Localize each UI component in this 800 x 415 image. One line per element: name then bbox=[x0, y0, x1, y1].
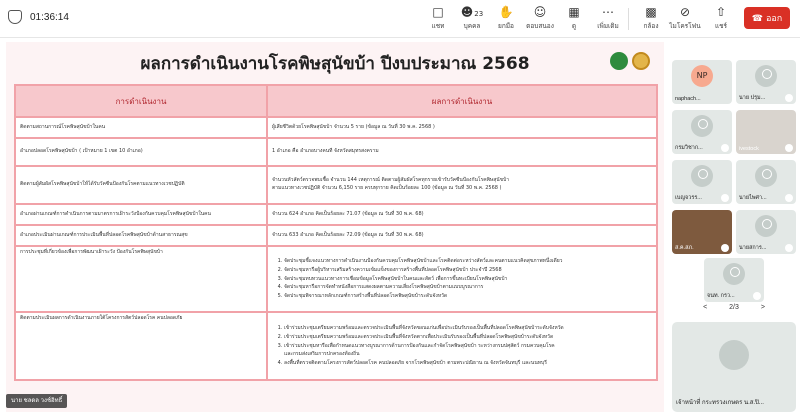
avatar bbox=[723, 263, 745, 285]
camera-button[interactable]: ▩ กล้อง bbox=[634, 4, 668, 34]
prev-page-button[interactable]: < bbox=[703, 304, 708, 311]
avatar bbox=[691, 165, 713, 187]
mic-off-icon bbox=[721, 194, 729, 202]
header-operation: การดำเนินงาน bbox=[15, 85, 267, 117]
participant-tile[interactable]: นายสการ... bbox=[736, 210, 796, 254]
results-table bbox=[14, 84, 658, 381]
avatar: NP bbox=[691, 65, 713, 87]
participant-tile[interactable]: ส.ค.สภ. bbox=[672, 210, 732, 254]
ministry-logo-icon bbox=[610, 52, 628, 70]
list-item: 1. เข้าร่วมประชุมเตรียมความพร้อมและตรวจประเมินพื้นที่จังหวัดขอนแก่นเพื่อประเมินรับรองเป็นพื้นที่ปลอดโรคพิษสุนัขบ้าระดับจังหวัด bbox=[284, 324, 652, 333]
share-icon: ⇧ bbox=[715, 5, 727, 19]
next-page-button[interactable]: > bbox=[760, 304, 765, 311]
raise-hand-icon: ✋ bbox=[498, 5, 514, 19]
participant-tile[interactable]: นายไพศา... bbox=[736, 160, 796, 204]
reaction-button[interactable]: ☺ ตอบสนอง bbox=[523, 4, 557, 34]
view-button[interactable]: ▦ ดู bbox=[557, 4, 591, 34]
participant-tile[interactable]: เบญจวรร... bbox=[672, 160, 732, 204]
meeting-info bbox=[8, 10, 69, 24]
avatar bbox=[755, 165, 777, 187]
chat-button[interactable]: □ แชท bbox=[421, 4, 455, 34]
mic-off-icon bbox=[785, 194, 793, 202]
participant-tile[interactable]: นาย ปรุม... bbox=[736, 60, 796, 104]
table-row: ติดตามผู้สัมผัสโรคพิษสุนัขบ้าให้ได้รับวัคซีนป้องกันโรคตามแนวทางเวชปฏิบัติ จำนวนหัวสัตว์ตรวจพบเชื้อ จำนวน 144 เหตุการณ์ ติดตามผู้สัมผัสโรคทุกรายเข้ารับวัคซีนป้องกันโรคพิษสุนัขบ้า ตามแนวทางเวชปฏิบัติ จำนวน 6,150 ราย ครบทุกราย คิดเป็นร้อยละ 100 (ข้อมูล ณ วันที่ 30 พ.ค. 2568 ) bbox=[15, 166, 657, 204]
share-button[interactable]: ⇧ แชร์ bbox=[704, 4, 738, 34]
table-header-row bbox=[15, 85, 657, 117]
avatar bbox=[719, 340, 749, 370]
table-row: อำเภอประเมินผ่านเกณฑ์การประเมินพื้นที่ปลอดโรคพิษสุนัขบ้าด้านสาธารณสุข จำนวน 633 อำเภอ คิดเป็นร้อยละ 72.09 (ข้อมูล ณ วันที่ 30 พ.ค. 68) bbox=[15, 225, 657, 246]
table-row: การประชุมที่เกี่ยวข้องเพื่อการพัฒนาเฝ้าระวัง ป้องกันโรคพิษสุนัขบ้า 1. จัดประชุมชี้แจงแนวทางการดำเนินงานป้องกันควบคุมโรคพิษสุนัขบ้าและโรคติดต่อระหว่างสัตว์และคนตามแนวคิดสุขภาพหนึ่งเดียว 2. จัดประชุมหารือผู้บริหารเสริมสร้างความเข้มแข็งของการสร้างพื้นที่ปลอดโรคพิษสุนัขบ้า ประจำปี 2568 3. จัดประชุมทบทวนแนวทางการเชื่อมข้อมูลโรคพิษสุนัขบ้าในคนและสัตว์ เพื่อการขึ้นทะเบียนโรคพิษสุนัขบ้า 4. จัดประชุมหารือการจัดทำหนังสือการแสดงผลตามความเสี่ยงโรคพิษสุนัขบ้าตามแบบบูรณาการ 5. จัดประชุมพิจารณาหลักเกณฑ์การสร้างพื้นที่ปลอดโรคพิษสุนัขบ้าระดับจังหวัด bbox=[15, 246, 657, 312]
mic-off-icon bbox=[785, 144, 793, 152]
avatar bbox=[691, 115, 713, 137]
list-item: 4. ลงพื้นที่ตรวจติดตามโครงการสัตว์ปลอดโรค คนปลอดภัย จากโรคพิษสุนัขบ้า ตามพระปณิธาน ณ จังหวัดจันทบุรี และนนทบุรี bbox=[284, 359, 652, 368]
shared-screen bbox=[0, 38, 668, 415]
royal-emblem-icon bbox=[632, 52, 650, 70]
list-item: 2. เข้าร่วมประชุมเตรียมความพร้อมและตรวจประเมินพื้นที่จังหวัดตากเพื่อประเมินรับรองเป็นพื้นที่ปลอดโรคพิษสุนัขบ้าระดับจังหวัด bbox=[284, 333, 652, 342]
mic-button[interactable]: ⊘ ไมโครโฟน bbox=[669, 5, 701, 30]
list-item: 3. เข้าร่วมประชุมหารือเพื่อกำหนดแนวทางบูรณาการด้านการป้องกันและกำจัดโรคพิษสุนัขบ้า ระหว่างกรมปศุสัตว์ กรมควบคุมโรค และกรมส่งเสริมการปกครองท้องถิ่น bbox=[284, 342, 652, 360]
leave-button[interactable]: ☎ ออก bbox=[744, 7, 790, 29]
list-item: 5. จัดประชุมพิจารณาหลักเกณฑ์การสร้างพื้นที่ปลอดโรคพิษสุนัขบ้าระดับจังหวัด bbox=[284, 292, 652, 301]
table-row: ติดตามสถานการณ์โรคพิษสุนัขบ้าในคน ผู้เสียชีวิตด้วยโรคพิษสุนัขบ้า จำนวน 5 ราย (ข้อมูล ณ วันที่ 30 พ.ค. 2568 ) bbox=[15, 117, 657, 138]
participant-tile[interactable]: NP naphach... bbox=[672, 60, 732, 104]
slide-title: ผลการดำเนินงานโรคพิษสุนัขบ้า ปีงบประมาณ 2568 bbox=[140, 54, 530, 74]
meeting-toolbar bbox=[0, 0, 800, 38]
participant-tile[interactable]: ivestock bbox=[736, 110, 796, 154]
mic-off-icon bbox=[785, 94, 793, 102]
meeting-timer: 01:36:14 bbox=[30, 11, 69, 23]
view-icon: ▦ bbox=[568, 5, 580, 19]
meetings-list bbox=[284, 257, 652, 301]
header-result: ผลการดำเนินงาน bbox=[267, 85, 657, 117]
list-item: 1. จัดประชุมชี้แจงแนวทางการดำเนินงานป้องกันควบคุมโรคพิษสุนัขบ้าและโรคติดต่อระหว่างสัตว์และคนตามแนวคิดสุขภาพหนึ่งเดียว bbox=[284, 257, 652, 266]
participant-panel bbox=[668, 38, 800, 415]
more-icon: ⋯ bbox=[602, 5, 614, 19]
mic-off-icon bbox=[785, 244, 793, 252]
mic-off-icon bbox=[721, 144, 729, 152]
list-item: 2. จัดประชุมหารือผู้บริหารเสริมสร้างความเข้มแข็งของการสร้างพื้นที่ปลอดโรคพิษสุนัขบ้า ประจำปี 2568 bbox=[284, 266, 652, 275]
mic-off-icon: ⊘ bbox=[679, 5, 691, 19]
avatar bbox=[755, 65, 777, 87]
pinned-participant-tile[interactable]: เจ้าหน้าที่ กระทรวงเกษตร น.ส.ปิ... bbox=[672, 322, 796, 412]
presentation-slide bbox=[6, 42, 664, 412]
table-row: ติดตามประเมินผลการดำเนินงานภายใต้โครงการสัตว์ปลอดโรค คนปลอดภัย 1. เข้าร่วมประชุมเตรียมความพร้อมและตรวจประเมินพื้นที่จังหวัดขอนแก่นเพื่อประเมินรับรองเป็นพื้นที่ปลอดโรคพิษสุนัขบ้าระดับจังหวัด 2. เข้าร่วมประชุมเตรียมความพร้อมและตรวจประเมินพื้นที่จังหวัดตากเพื่อประเมินรับรองเป็นพื้นที่ปลอดโรคพิษสุนัขบ้าระดับจังหวัด 3. เข้าร่วมประชุมหารือเพื่อกำหนดแนวทางบูรณาการด้านการป้องกันและกำจัดโรคพิษสุนัขบ้า ระหว่างกรมปศุสัตว์ กรมควบคุมโรค และกรมส่งเสริมการปกครองท้องถิ่น 4. ลงพื้นที่ตรวจติดตามโครงการสัตว์ปลอดโรค คนปลอดภัย จากโรคพิษสุนัขบ้า ตามพระปณิธาน ณ จังหวัดจันทบุรี และนนทบุรี bbox=[15, 312, 657, 380]
people-icon: ☻23 bbox=[460, 5, 484, 19]
participant-pager bbox=[668, 304, 800, 311]
reaction-icon: ☺ bbox=[533, 5, 547, 19]
table-row: อำเภอปลอดโรคพิษสุนัขบ้า ( เป้าหมาย 1 เขต 10 อำเภอ) 1 อำเภอ คือ อำเภอบางคนที จังหวัดสมุทรสงคราม bbox=[15, 138, 657, 166]
org-logos bbox=[610, 52, 650, 70]
toolbar-divider bbox=[628, 8, 629, 30]
presenter-name: นาย ชลดล วงช์อิทธิ์ bbox=[6, 394, 67, 408]
mic-off-icon bbox=[753, 292, 761, 300]
people-button[interactable]: ☻23 บุคคล bbox=[455, 4, 489, 34]
participant-tile[interactable]: กรมวิชาก... bbox=[672, 110, 732, 154]
page-indicator: 2/3 bbox=[729, 304, 739, 311]
chat-icon: □ bbox=[432, 5, 444, 19]
phone-icon: ☎ bbox=[751, 13, 763, 23]
mic-off-icon bbox=[721, 244, 729, 252]
camera-off-icon: ▩ bbox=[645, 5, 657, 19]
list-item: 4. จัดประชุมหารือการจัดทำหนังสือการแสดงผลตามความเสี่ยงโรคพิษสุนัขบ้าตามแบบบูรณาการ bbox=[284, 283, 652, 292]
raise-hand-button[interactable]: ✋ ยกมือ bbox=[489, 4, 523, 34]
list-item: 3. จัดประชุมทบทวนแนวทางการเชื่อมข้อมูลโรคพิษสุนัขบ้าในคนและสัตว์ เพื่อการขึ้นทะเบียนโรคพิษสุนัขบ้า bbox=[284, 275, 652, 284]
participant-tile[interactable]: จนท. กรว... bbox=[704, 258, 764, 302]
assessment-list bbox=[284, 324, 652, 368]
table-row: อำเภอผ่านเกณฑ์การดำเนินการตามมาตรการเฝ้าระวังป้องกันควบคุมโรคพิษสุนัขบ้าในคน จำนวน 624 อำเภอ คิดเป็นร้อยละ 71.07 (ข้อมูล ณ วันที่ 30 พ.ค. 68) bbox=[15, 204, 657, 225]
more-button[interactable]: ⋯ เพิ่มเติม bbox=[591, 4, 625, 34]
avatar bbox=[755, 215, 777, 237]
shield-icon[interactable] bbox=[8, 10, 22, 24]
